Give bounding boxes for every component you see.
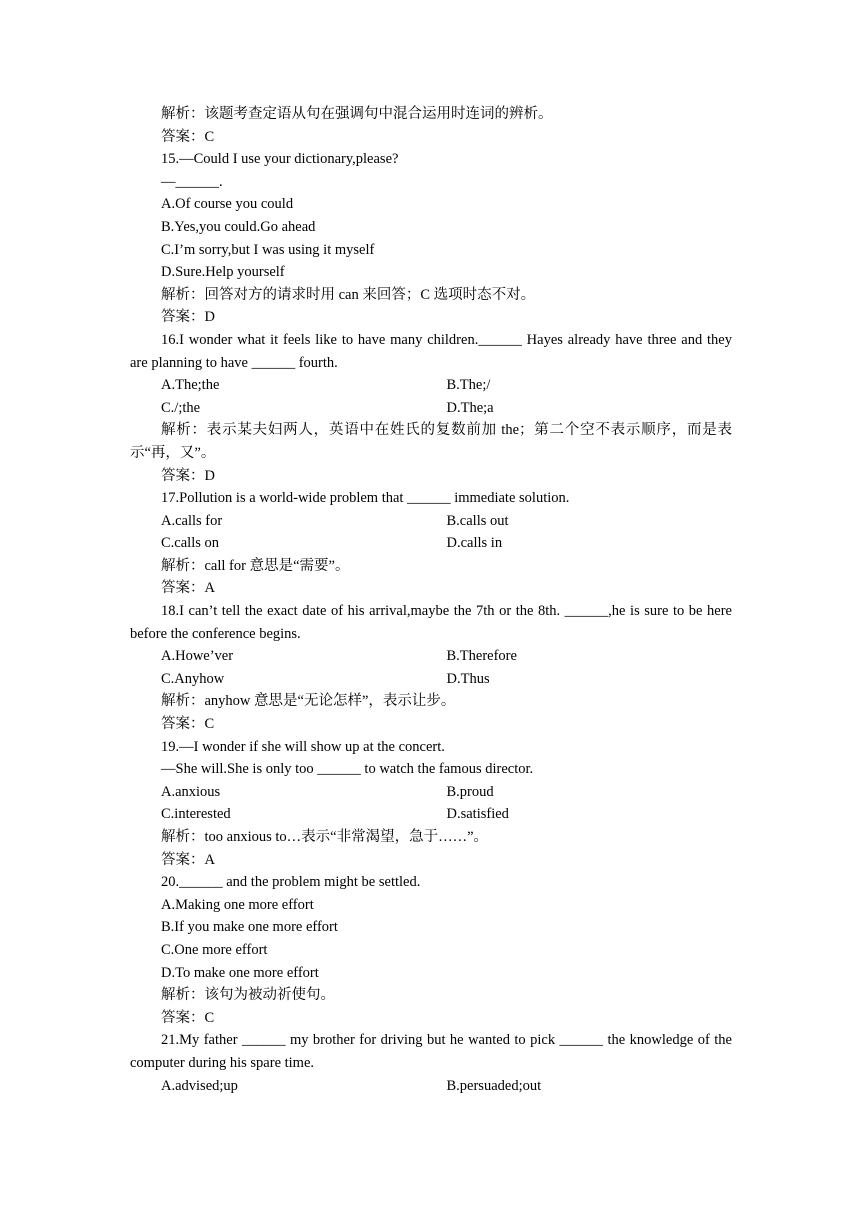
option-text: C.One more effort — [161, 941, 268, 958]
option-text: B.Yes,you could.Go ahead — [161, 218, 316, 235]
question-stem: 16.I wonder what it feels like to have many children.______ Hayes already have three and they are planning to have ______ fourth. — [130, 331, 732, 371]
option-text: B.proud — [446, 783, 494, 800]
options-row — [130, 374, 732, 397]
explanation-line: 解析：too anxious to…表示“非常渴望，急于……”。 — [161, 829, 489, 845]
explanation-line: 解析：该题考查定语从句在强调句中混合运用时连词的辨析。 — [161, 106, 553, 122]
option-text: A.Howe’ver — [161, 648, 234, 665]
answer-line: 答案：C — [161, 1009, 215, 1026]
option-text: D.Thus — [446, 670, 490, 687]
option-text: C.calls on — [161, 535, 219, 552]
option-text: A.anxious — [161, 783, 221, 800]
explanation-line: 解析：anyhow 意思是“无论怎样”，表示让步。 — [161, 693, 456, 710]
answer-line: 答案：A — [161, 851, 215, 868]
answer-line: 答案：D — [161, 467, 215, 484]
option-text: B.The;/ — [446, 377, 491, 394]
option-text: D.satisfied — [446, 806, 509, 823]
option-text: C.I’m sorry,but I was using it myself — [161, 241, 375, 258]
options-row — [130, 803, 732, 826]
question-stem: 15.—Could I use your dictionary,please? — [161, 151, 399, 168]
option-text: C.interested — [161, 806, 231, 823]
explanation-line: 解析：该句为被动祈使句。 — [161, 987, 335, 1004]
option-text: C./;the — [161, 399, 201, 416]
document-body — [130, 103, 732, 1097]
explanation-line: 解析：回答对方的请求时用 can 来回答；C 选项时态不对。 — [161, 286, 536, 303]
option-text: D.The;a — [446, 399, 494, 416]
option-text: C.Anyhow — [161, 670, 225, 687]
options-row — [130, 668, 732, 691]
option-text: A.The;the — [161, 377, 220, 394]
question-stem: 21.My father ______ my brother for driving but he wanted to pick ______ the knowledge of the computer during his spare time. — [130, 1032, 732, 1071]
text-line: —______. — [161, 173, 223, 190]
options-row — [130, 781, 732, 804]
option-text: B.persuaded;out — [446, 1077, 542, 1094]
option-text: A.calls for — [161, 512, 223, 529]
question-stem: 19.—I wonder if she will show up at the concert. — [161, 738, 445, 755]
options-row — [130, 397, 732, 420]
explanation-line: 解析：表示某夫妇两人，英语中在姓氏的复数前加 the；第二个空不表示顺序，而是表示“再，又”。 — [130, 422, 732, 461]
option-text: B.If you make one more effort — [161, 919, 338, 936]
answer-line: 答案：C — [161, 716, 215, 733]
question-stem: 17.Pollution is a world-wide problem that ______ immediate solution. — [161, 490, 570, 507]
options-row — [130, 645, 732, 668]
option-text: A.Making one more effort — [161, 896, 314, 913]
text-line: —She will.She is only too ______ to watch the famous director. — [161, 761, 534, 778]
options-row — [130, 510, 732, 533]
options-row — [130, 1075, 732, 1098]
option-text: A.advised;up — [161, 1077, 238, 1094]
options-row — [130, 532, 732, 555]
option-text: D.To make one more effort — [161, 964, 319, 981]
option-text: D.calls in — [446, 535, 503, 552]
question-stem: 18.I can’t tell the exact date of his arrival,maybe the 7th or the 8th. ______,he is sure to be here before the conference begins. — [130, 603, 732, 642]
question-stem: 20.______ and the problem might be settled. — [161, 874, 421, 891]
option-text: B.calls out — [446, 512, 509, 529]
explanation-line: 解析：call for 意思是“需要”。 — [161, 557, 350, 574]
option-text: A.Of course you could — [161, 196, 294, 213]
answer-line: 答案：C — [161, 128, 215, 145]
option-text: B.Therefore — [446, 648, 517, 665]
option-text: D.Sure.Help yourself — [161, 264, 285, 281]
answer-line: 答案：D — [161, 309, 215, 326]
answer-line: 答案：A — [161, 580, 215, 597]
